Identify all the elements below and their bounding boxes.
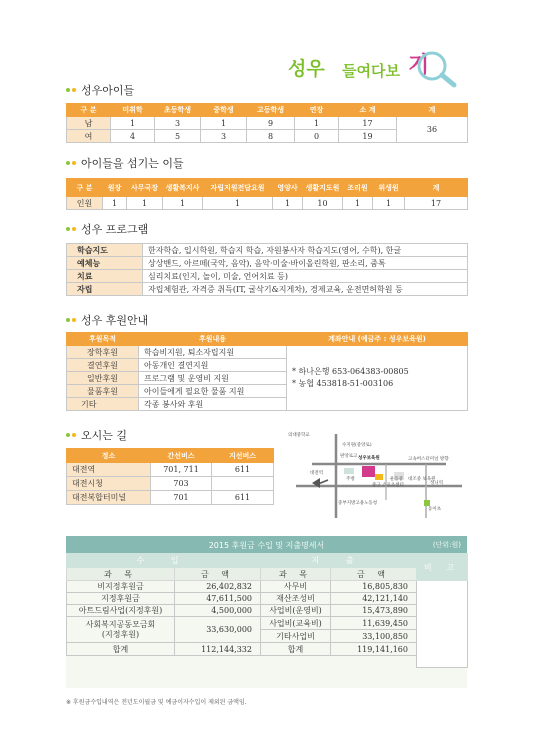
map-label: 대조중 보육원 xyxy=(408,477,436,482)
section-heading-support: 성우 후원안내 xyxy=(66,313,148,327)
map-label: 성우보육원 xyxy=(358,456,380,461)
bus-table: 정소 간선버스 지선버스 대전역 701, 711 611 대전시청 703 대전복합터미널 701 611 xyxy=(66,448,274,505)
staff-table: 구 분 원장 사무국장 생활복지사 자립지원전담요원 영양사 생활지도원 조리원 위생원 계 인원 1 1 1 1 1 10 1 1 17 xyxy=(66,178,468,210)
table-row: 지정후원금 47,611,500 재산조성비 42,121,140 xyxy=(67,593,468,605)
section-heading-directions: 오시는 길 xyxy=(66,428,127,442)
map-label: 대전역 xyxy=(310,471,324,476)
col-header: 고등학생 xyxy=(247,104,295,117)
col-header: 구 분 xyxy=(67,104,111,117)
bullet-dots-icon xyxy=(66,433,76,437)
location-map xyxy=(276,428,468,520)
map-label: 주방 xyxy=(346,477,355,482)
children-total: 36 xyxy=(397,117,468,143)
table-row: 학습지도 한자학습, 입시학원, 학습지 학습, 자원봉사자 학습지도(영어, 수학), 한글 xyxy=(67,244,468,257)
table-row: 남 1 3 1 9 1 17 36 xyxy=(67,117,468,130)
table-row: 여 4 5 3 8 0 19 xyxy=(67,130,468,143)
table-row: 자립 자립체험관, 자격증 취득(IT, 굴삭기&지게차), 경제교육, 운전면허학원 등 xyxy=(67,283,468,296)
program-table xyxy=(66,243,468,296)
bullet-dots-icon xyxy=(66,227,76,231)
finance-unit: (단위:원) xyxy=(432,541,461,549)
map-label: 판앙로고 xyxy=(340,454,358,459)
map-label: 동이초 xyxy=(428,507,442,512)
map-label: 중부지방고용노동청 xyxy=(338,501,378,506)
table-row: 결연후원 아동개인 결연지원 xyxy=(67,359,468,372)
col-header: 계 xyxy=(397,104,468,117)
title-part2: 들여다보 xyxy=(342,62,400,80)
table-row: 장학후원 학습비지원, 퇴소자립지원 * 하나은행 653-064383-00805 * 농협 453818-51-003106 xyxy=(67,346,468,359)
table-row: 대전역 701, 711 611 xyxy=(67,463,274,477)
title-part3: 기 xyxy=(408,53,430,78)
bullet-dots-icon xyxy=(66,88,76,92)
table-row: 대전시청 703 xyxy=(67,477,274,491)
bullet-dots-icon xyxy=(66,318,76,322)
support-table: 후원목적 후원내용 계좌안내 (예금주 : 성우보육원) 장학후원 학습비지원, 퇴소자립지원 * 하나은행 653-064383-00805 * 농협 453818-51-003106 결연후원 아동개인 결연지원 일반후원 프로그램 및 운영비 지원 물품후원 아이들에게 필요한 물품 지원 기타 각종 봉사와 후원 xyxy=(66,332,468,411)
table-row: 대전복합터미널 701 611 xyxy=(67,491,274,505)
table-row: 기타 각종 봉사와 후원 xyxy=(67,398,468,411)
table-row: 아트드림사업(지정후원) 4,500,000 사업비(운영비) 15,473,890 xyxy=(67,605,468,617)
map-label: 고속버스터미널 방향 xyxy=(408,457,449,462)
table-row: 사회복지공동모금회 (지정후원) 33,630,000 사업비(교육비) 11,639,450 xyxy=(67,617,468,630)
table-row: 일반후원 프로그램 및 운영비 지원 xyxy=(67,372,468,385)
bullet-dots-icon xyxy=(66,161,76,165)
note-cell xyxy=(417,581,468,668)
finance-footnote: ※ 후원금수입내역은 전년도이월금 및 예금이자수입이 제외된 금액임. xyxy=(66,699,247,706)
map-label: 의대중학교 xyxy=(288,433,310,438)
section-heading-staff: 아이들을 섬기는 이들 xyxy=(66,156,184,170)
table-row: 인원 1 1 1 1 1 10 1 1 17 xyxy=(67,197,468,210)
title-part1: 성우 xyxy=(288,58,325,80)
col-header: 초등학생 xyxy=(155,104,201,117)
section-heading-children: 성우아이들 xyxy=(66,83,134,97)
children-table xyxy=(66,103,468,143)
table-row: 치료 심리치료(인지, 놀이, 미술, 언어치료 등) xyxy=(67,270,468,283)
table-row: 기타사업비 33,100,850 xyxy=(67,630,468,643)
finance-table: 수 입 지 출 비 고 과 목 금 액 과 목 금 액 비지정후원금 26,402,832 사무비 16,805,830 지정후원금 47,611,500 재산조성비 42,121,140 아트드림사업(지정후원) 4,500,000 사업비(운영비) 15,473,890 사회복지공동모금회 (지정후원) 33,630,000 사업비(교육비) 11,639,450 기타사업비 33,100,850 합계 112,144,332 합계 119,141,160 xyxy=(66,553,468,668)
col-header: 소 계 xyxy=(339,104,397,117)
col-header: 중학생 xyxy=(201,104,247,117)
bank-accounts: * 하나은행 653-064383-00805 * 농협 453818-51-003106 xyxy=(287,346,468,411)
note-header: 비 고 xyxy=(417,554,468,581)
finance-title: 2015 후원금 수입 및 지출명세서 xyxy=(208,541,325,550)
section-heading-program: 성우 프로그램 xyxy=(66,222,148,236)
table-row: 비지정후원금 26,402,832 사무비 16,805,830 xyxy=(67,581,468,593)
magnifier-icon xyxy=(416,50,468,88)
map-label: 운동중 xyxy=(390,477,404,482)
map-label: 중구 스포츠센터 xyxy=(372,483,404,488)
income-header: 수 입 xyxy=(67,554,261,568)
finance-title-bar xyxy=(66,536,467,553)
map-label: 수지원(중앙로) xyxy=(342,443,372,448)
table-row: 물품후원 아이들에게 필요한 물품 지원 xyxy=(67,385,468,398)
page-title xyxy=(288,48,468,88)
map-label: 성니역 xyxy=(430,481,444,486)
col-header: 미취학 xyxy=(111,104,155,117)
col-header: 연장 xyxy=(295,104,339,117)
table-row: 합계 112,144,332 합계 119,141,160 xyxy=(67,643,468,656)
table-row: 예체능 상상밴드, 아르떼(국악, 음악), 음악·미술·바이올린학원, 판소리, 줌톡 xyxy=(67,257,468,270)
expense-header: 지 출 xyxy=(261,554,417,568)
